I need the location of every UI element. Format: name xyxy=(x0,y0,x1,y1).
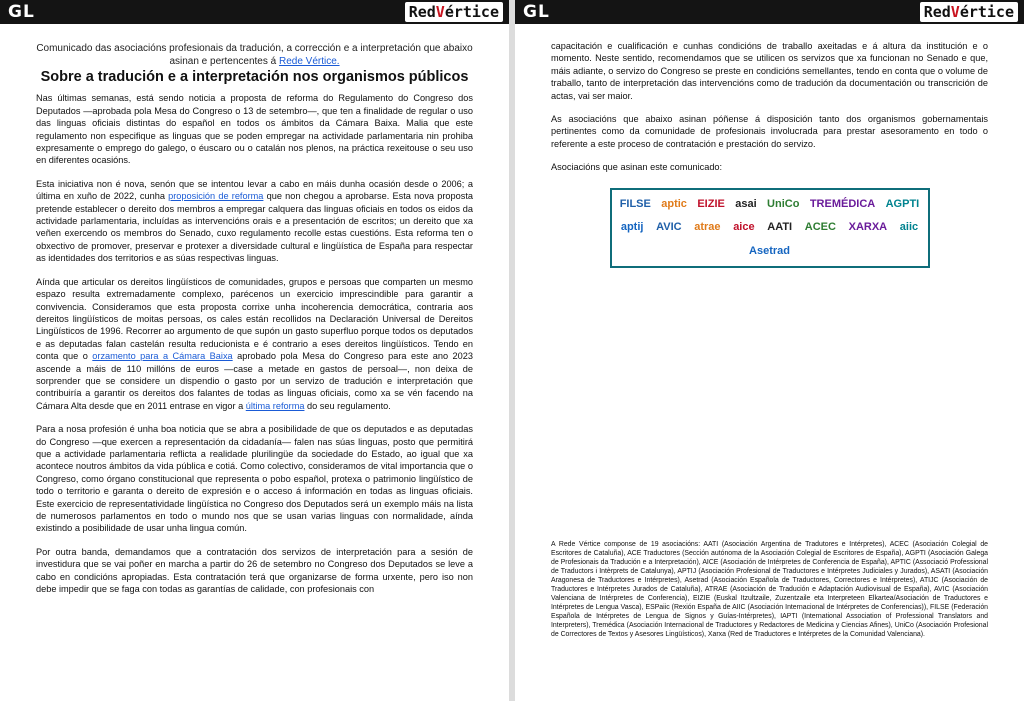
page-right xyxy=(515,0,1024,701)
footer-note: A Rede Vértice componse de 19 asociacións: AATI (Asociación Argentina de Tradutores e Intérpretes), ACEC (Asociación Colegial de Escritores de Cataluña), ACE Traductores (Sección autónoma de la Asociación Colegial de Escritores de España), AGPTI (Asociación Galega de Profesionais da Tradución e a Interpretación), AICE (Asociación de Intérpretes de Conferencia de España), APTIC (Associació Professional de Traductors i Intèrprets de Catalunya), APTIJ (Asociación Profesional de Traductores e Intérpretes Judiciales y Jurados), ASATI (Asociación Aragonesa de Traductores e Intérpretes), Asetrad (Asociación Española de Traductores, Correctores e Intérpretes), ATIJC (Asociación de Traductores e Intérpretes Jurados de Cataluña), ATRAE (Asociación de Tradución e Adaptación Audiovisual de España), AVIC (Asociación Valenciana de Intérpretes de Conferencia), EIZIE (Euskal Itzultzaile, Zuzentzaile eta Interpreteen Elkartea/Asociación de Traductores e Intérpretes de Lengua Vasca), ESPaiic (Rexión España de AIIC (Asociación Internacional de Intérpretes de Conferencias)), FILSE (Federación Española de Intérpretes de Lengua de Signos y Guías-Intérpretes), IAPTI (International Association of Professional Translators and Interpreters), Tremédica (Asociación Internacional de Traductores y Redactores de Medicina y Ciencias Afines), UniCo (Asociación Profesional de Correctores de Textos y Asesores Lingüísticos), Xarxa (Red de Traductores e Intérpretes de la Comunidad Valenciana). xyxy=(551,540,988,638)
association-logos-panel xyxy=(610,188,930,268)
budget-link[interactable]: orzamento para a Cámara Baixa xyxy=(92,351,233,362)
association-logo-eizie: EIZIE xyxy=(697,198,725,211)
gl-logo-right: GL xyxy=(523,2,550,22)
association-logo-xarxa: XARXA xyxy=(848,221,888,234)
gl-logo: GL xyxy=(8,2,35,22)
paragraph-availability: As asociacións que abaixo asinan póñense á disposición tanto dos organismos gobernamentais pertinentes como da comunidade de profesionais involucrada para prestar asesoramento en todo o referente a este proceso de contratación e prestación do servizo. xyxy=(551,114,988,149)
association-logo-asai: asai xyxy=(735,198,757,211)
page-header-right xyxy=(515,0,1024,24)
reform-proposal-link[interactable]: proposición de reforma xyxy=(168,191,264,202)
page-header xyxy=(0,0,509,24)
association-logo-atrae: atrae xyxy=(694,221,721,234)
paragraph-1: Nas últimas semanas, está sendo noticia a proposta de reforma do Regulamento do Congreso dos Deputados —aprobada pola Mesa do Congreso o 13 de setembro—, que ten a finalidade de regular o uso das linguas oficiais distintas do español en todos os ámbitos da Cámara Baixa. Malia que este regulamento non especifique as linguas que se poden empregar na actividade parlamentaria nin prohiba expresamente o emprego do galego, o éuscaro ou o catalán nos plenos, na práctica rexeitouse o seu uso en diferentes ocasións. xyxy=(36,93,473,166)
paragraph-4: Para a nosa profesión é unha boa noticia que se abra a posibilidade de que os deputados e as deputadas do Congreso —que exercen a representación da cidadanía— falen nas súas linguas, posto que permitirá que a actividade parlamentaria reflicta a realidade plurilingüe da sociedade do Estado, ao igual que xa acontece noutros ámbitos da vida pública e cotiá. Como colectivo, consideramos de vital importancia que o Congreso, como órgano constitucional que representa o pobo español, protexa o patrimonio lingüístico de todo o territorio e garanta o dereito de expresión e o acceso á información en todas as linguas oficiais. Este exercicio de representatividade lingüística no Congreso dos Deputados será un exemplo máis na lista de numerosos parlamentos en todo o mundo nos que se usan varias linguas con normalidade, aínda existindo a posibilidade de usar unha lingua común. xyxy=(36,424,473,534)
association-logo-agpti: AGPTI xyxy=(885,198,920,211)
red-vertice-logo-right: RedVértice xyxy=(920,2,1018,22)
page-left xyxy=(0,0,509,701)
association-logo-asetrad: Asetrad xyxy=(749,244,790,257)
association-logo-aptic: aptic xyxy=(661,198,687,211)
association-logo-aiic: aiic xyxy=(899,221,919,234)
rede-vertice-link[interactable]: Rede Vértice. xyxy=(278,56,340,67)
signatories-heading: Asociacións que asinan este comunicado: xyxy=(551,162,723,173)
association-logo-acec: ACEC xyxy=(804,221,836,234)
paragraph-5: Por outra banda, demandamos que a contratación dos servizos de interpretación para a sesión de investidura que se vai poñer en marcha a partir do 26 de setembro no Congreso dos Deputados se leve a cabo en condicións apropiadas. Esta contratación terá que organizarse de forma urxente, pero iso non debe impedir que se faga con todas as garantías de calidade, con profesionais con xyxy=(36,546,473,595)
page-right-content xyxy=(515,24,1024,639)
association-logo-unico: UniCo xyxy=(767,198,800,211)
association-logo-aptij: aptij xyxy=(620,221,644,234)
red-vertice-logo: RedVértice xyxy=(405,2,503,22)
association-logo-avic: AVIC xyxy=(656,221,682,234)
last-reform-link[interactable]: última reforma xyxy=(245,400,305,411)
page-left-content xyxy=(0,24,509,595)
blank-space xyxy=(551,268,988,540)
paragraph-3: Aínda que articular os dereitos lingüísticos de comunidades, grupos e persoas que comparten un mesmo espazo resulta extremadamente complexo, parécenos un exercicio imprescindible para garantir a convivencia. Consideramos que esta proposta corrixe unha incoherencia democrática, contraria aos dereitos lingüísticos de moitas persoas, os cales están recollidos na Declaración Universal de Dereitos Lingüísticos de 1996. Recorrer ao argumento de que supón un gasto superfluo porque todos os deputados e as deputadas falan castelán resulta reducionista e é contrario a eses dereitos lingüísticos. Tendo en conta que o orzamento para a Cámara Baixa aprobado pola Mesa do Congreso para este ano 2023 ascende a máis de 110 millóns de euros —case a metade en gastos de persoal—, non deixa de sorprender que se considere un dispendio o gasto por un servizo de tradución e interpretación que contribuiría a garantir os dereitos dos falantes de todas as linguas oficiais, como xa se vén facendo na Cámara Alta desde que en 2011 entrase en vigor a última reforma do seu regulamento. xyxy=(36,276,473,411)
association-logo-filse: FILSE xyxy=(619,198,651,211)
association-logo-trem-dica: TREMÉDICA xyxy=(809,198,876,211)
association-logo-aati: AATI xyxy=(767,221,793,234)
paragraph-2: Esta iniciativa non é nova, senón que se intentou levar a cabo en máis dunha ocasión desde o 2006; a última en xuño de 2022, cunha proposición de reforma que non chegou a aprobarse. Esta nova proposta pretende establecer o dereito dos membros a empregar calquera das linguas oficiais en todos os eidos da actividade parlamentaria, incluídas as intervencións orais e a presentación de escritos; un dereito que xa veñen exercendo os membros do Senado, cuxo regulamento recolle estas cuestións. Esta reforma ten o obxectivo de promover, preservar e protexer a diversidade cultural e lingüística de España para respectar as identidades dos territorios e as súas respectivas linguas. xyxy=(36,178,473,264)
intro-text: Comunicado das asociacións profesionais da tradución, a corrección e a interpretación que abaixo asinan e pertencentes á Rede Vértice. xyxy=(36,43,473,67)
document-title: Sobre a tradución e a interpretación nos organismos públicos xyxy=(40,69,469,85)
paragraph-continued: capacitación e cualificación e cunhas condicións de traballo axeitadas e á altura da institución e o momento. Neste sentido, recomendamos que se utilicen os servizos que xa funcionan no Senado e que, máis adiante, o servizo do Congreso se preste en condicións semellantes, tendo en conta que o volume de traballo, tanto de interpretación das intervencións como de tradución da documentación ou transcrición de actas, vai ser maior. xyxy=(551,41,988,101)
association-logo-aice: aice xyxy=(733,221,755,234)
